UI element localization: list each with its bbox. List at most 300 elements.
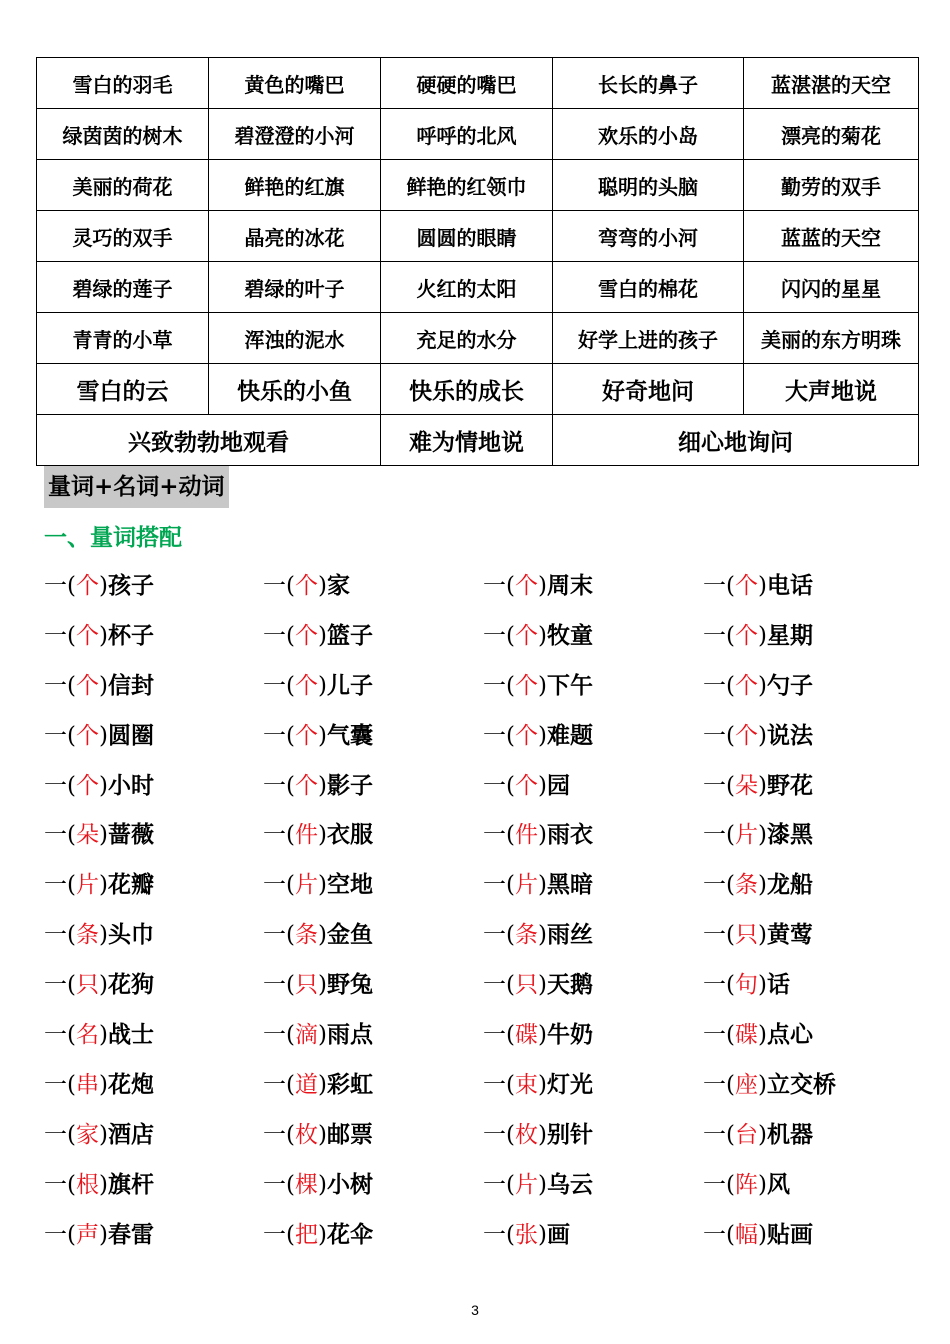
phrase-cell: 晶亮的冰花 — [209, 211, 381, 262]
measure-word: 件 — [514, 822, 538, 849]
measure-word-item — [483, 815, 703, 865]
measure-word-item — [703, 716, 924, 766]
phrase-cell: 快乐的小鱼 — [209, 364, 381, 415]
measure-noun: 牧童 — [546, 621, 593, 649]
close-paren: ) — [98, 622, 108, 649]
measure-word-item — [483, 915, 703, 965]
measure-word-item — [263, 965, 483, 1015]
measure-word: 枚 — [514, 1121, 538, 1148]
measure-noun: 旗杆 — [107, 1170, 154, 1198]
measure-noun: 说法 — [766, 721, 813, 749]
open-paren: ( — [726, 622, 735, 649]
phrase-row — [37, 364, 919, 415]
measure-prefix: 一 — [703, 872, 726, 899]
measure-word-item — [263, 766, 483, 816]
measure-word: 个 — [734, 573, 758, 599]
measure-noun: 贴画 — [766, 1220, 813, 1248]
close-paren: ) — [757, 772, 767, 799]
close-paren: ) — [317, 1171, 327, 1198]
measure-word: 个 — [294, 672, 318, 699]
measure-noun: 黑暗 — [546, 871, 593, 899]
open-paren: ( — [726, 573, 735, 599]
measure-word: 片 — [75, 872, 99, 899]
measure-word-item — [263, 1015, 483, 1065]
measure-prefix: 一 — [483, 1121, 506, 1148]
open-paren: ( — [286, 822, 295, 849]
close-paren: ) — [537, 872, 547, 899]
measure-word-item — [483, 716, 703, 766]
measure-noun: 勺子 — [766, 671, 813, 699]
open-paren: ( — [67, 722, 76, 749]
open-paren: ( — [726, 1022, 735, 1049]
measure-word: 条 — [75, 922, 99, 949]
measure-noun: 花瓣 — [107, 871, 154, 899]
phrase-cell: 难为情地说 — [381, 415, 553, 466]
phrase-cell: 蓝蓝的天空 — [744, 211, 919, 262]
measure-prefix: 一 — [44, 1071, 67, 1098]
measure-noun: 邮票 — [326, 1120, 373, 1148]
phrase-cell: 硬硬的嘴巴 — [381, 58, 553, 109]
measure-noun: 牛奶 — [546, 1021, 593, 1049]
open-paren: ( — [506, 772, 515, 799]
measure-noun: 星期 — [766, 621, 813, 649]
close-paren: ) — [757, 822, 767, 849]
measure-word: 朵 — [75, 822, 99, 849]
measure-word: 张 — [514, 1221, 538, 1248]
measure-prefix: 一 — [703, 672, 726, 699]
measure-word-item — [263, 815, 483, 865]
measure-noun: 立交桥 — [766, 1070, 836, 1098]
close-paren: ) — [98, 972, 108, 999]
measure-prefix: 一 — [483, 872, 506, 899]
close-paren: ) — [317, 872, 327, 899]
close-paren: ) — [98, 922, 108, 949]
phrase-table — [36, 57, 919, 466]
close-paren: ) — [98, 1071, 108, 1098]
measure-prefix: 一 — [483, 822, 506, 849]
close-paren: ) — [757, 1022, 767, 1049]
measure-noun: 信封 — [107, 671, 154, 699]
open-paren: ( — [286, 722, 295, 749]
open-paren: ( — [286, 1221, 295, 1248]
measure-word: 朵 — [734, 772, 758, 799]
open-paren: ( — [286, 1121, 295, 1148]
measure-word: 条 — [514, 922, 538, 949]
open-paren: ( — [286, 772, 295, 799]
measure-prefix: 一 — [703, 1171, 726, 1198]
measure-prefix: 一 — [263, 772, 286, 799]
measure-noun: 战士 — [107, 1021, 154, 1049]
open-paren: ( — [506, 622, 515, 649]
open-paren: ( — [286, 622, 295, 649]
close-paren: ) — [757, 722, 767, 749]
measure-word: 个 — [294, 722, 318, 749]
phrase-cell: 青青的小草 — [37, 313, 209, 364]
measure-prefix: 一 — [483, 573, 506, 599]
open-paren: ( — [67, 772, 76, 799]
measure-word: 道 — [294, 1071, 318, 1098]
measure-prefix: 一 — [483, 672, 506, 699]
measure-noun: 衣服 — [326, 821, 373, 849]
measure-noun: 彩虹 — [326, 1070, 373, 1098]
measure-noun: 酒店 — [107, 1120, 154, 1148]
measure-prefix: 一 — [263, 722, 286, 749]
measure-word: 片 — [514, 1171, 538, 1198]
close-paren: ) — [98, 1022, 108, 1049]
open-paren: ( — [726, 772, 735, 799]
close-paren: ) — [317, 972, 327, 999]
measure-word: 只 — [75, 972, 99, 999]
measure-noun: 野兔 — [326, 971, 373, 999]
measure-word: 束 — [514, 1071, 538, 1098]
close-paren: ) — [537, 722, 547, 749]
measure-prefix: 一 — [483, 1221, 506, 1248]
phrase-row — [37, 109, 919, 160]
measure-word-item — [703, 766, 924, 816]
measure-word: 个 — [75, 573, 99, 599]
open-paren: ( — [286, 1022, 295, 1049]
open-paren: ( — [67, 1022, 76, 1049]
measure-prefix: 一 — [44, 772, 67, 799]
measure-word-item — [263, 666, 483, 716]
close-paren: ) — [537, 622, 547, 649]
measure-word-item — [703, 1215, 924, 1265]
phrase-cell: 聪明的头脑 — [553, 160, 744, 211]
measure-noun: 话 — [766, 971, 790, 999]
close-paren: ) — [537, 922, 547, 949]
measure-word-item — [44, 616, 263, 666]
measure-prefix: 一 — [263, 872, 286, 899]
measure-prefix: 一 — [483, 922, 506, 949]
measure-noun: 难题 — [546, 721, 593, 749]
measure-prefix: 一 — [703, 722, 726, 749]
measure-noun: 篮子 — [326, 621, 373, 649]
close-paren: ) — [537, 1121, 547, 1148]
measure-prefix: 一 — [263, 1221, 286, 1248]
close-paren: ) — [98, 1121, 108, 1148]
open-paren: ( — [506, 1171, 515, 1198]
measure-word-list — [44, 566, 924, 1264]
measure-prefix: 一 — [263, 1071, 286, 1098]
measure-word: 个 — [75, 722, 99, 749]
measure-word: 家 — [75, 1121, 99, 1148]
measure-word-item — [44, 566, 263, 616]
measure-prefix: 一 — [44, 672, 67, 699]
measure-noun: 圆圈 — [107, 721, 154, 749]
open-paren: ( — [726, 972, 735, 999]
measure-word: 个 — [514, 772, 538, 799]
measure-word-item — [483, 666, 703, 716]
close-paren: ) — [757, 573, 767, 599]
measure-word-item — [703, 666, 924, 716]
measure-word: 根 — [75, 1171, 99, 1198]
measure-word-item — [703, 1165, 924, 1215]
phrase-cell: 漂亮的菊花 — [744, 109, 919, 160]
measure-noun: 家 — [326, 572, 350, 599]
open-paren: ( — [506, 822, 515, 849]
open-paren: ( — [726, 1171, 735, 1198]
open-paren: ( — [67, 972, 76, 999]
phrase-cell: 勤劳的双手 — [744, 160, 919, 211]
close-paren: ) — [98, 722, 108, 749]
phrase-cell: 美丽的荷花 — [37, 160, 209, 211]
close-paren: ) — [98, 573, 108, 599]
measure-word-item — [44, 815, 263, 865]
measure-noun: 雨点 — [326, 1021, 373, 1049]
open-paren: ( — [726, 922, 735, 949]
open-paren: ( — [506, 1071, 515, 1098]
measure-word-item — [44, 666, 263, 716]
phrase-cell: 鲜艳的红旗 — [209, 160, 381, 211]
measure-prefix: 一 — [703, 772, 726, 799]
measure-word-item — [703, 915, 924, 965]
measure-noun: 龙船 — [766, 871, 813, 899]
open-paren: ( — [506, 1121, 515, 1148]
open-paren: ( — [726, 872, 735, 899]
phrase-row — [37, 160, 919, 211]
measure-prefix: 一 — [483, 722, 506, 749]
measure-prefix: 一 — [703, 972, 726, 999]
open-paren: ( — [67, 622, 76, 649]
phrase-cell: 火红的太阳 — [381, 262, 553, 313]
measure-word-item — [44, 1165, 263, 1215]
open-paren: ( — [506, 972, 515, 999]
measure-word-item — [483, 1215, 703, 1265]
phrase-cell: 细心地询问 — [553, 415, 919, 466]
measure-prefix: 一 — [483, 1171, 506, 1198]
close-paren: ) — [537, 822, 547, 849]
open-paren: ( — [67, 922, 76, 949]
measure-word: 声 — [75, 1221, 99, 1248]
open-paren: ( — [286, 672, 295, 699]
measure-prefix: 一 — [44, 1171, 67, 1198]
measure-noun: 雨衣 — [546, 821, 593, 849]
measure-word-item — [703, 965, 924, 1015]
measure-word: 个 — [75, 622, 99, 649]
close-paren: ) — [537, 1022, 547, 1049]
measure-word: 片 — [734, 822, 758, 849]
open-paren: ( — [67, 1071, 76, 1098]
open-paren: ( — [67, 1171, 76, 1198]
measure-noun: 雨丝 — [546, 921, 593, 949]
measure-noun: 孩子 — [107, 572, 154, 599]
phrase-cell: 弯弯的小河 — [553, 211, 744, 262]
measure-word-item — [44, 865, 263, 915]
measure-noun: 画 — [546, 1220, 570, 1248]
measure-word-item — [703, 815, 924, 865]
measure-word: 个 — [734, 672, 758, 699]
phrase-row — [37, 415, 919, 466]
measure-word-item — [44, 915, 263, 965]
measure-noun: 头巾 — [107, 921, 154, 949]
measure-word-item — [263, 1115, 483, 1165]
open-paren: ( — [286, 573, 295, 599]
measure-word: 枚 — [294, 1121, 318, 1148]
open-paren: ( — [726, 822, 735, 849]
measure-noun: 影子 — [326, 771, 373, 799]
measure-noun: 周末 — [546, 572, 593, 599]
measure-word: 个 — [75, 672, 99, 699]
measure-word: 片 — [514, 872, 538, 899]
open-paren: ( — [286, 922, 295, 949]
measure-noun: 金鱼 — [326, 921, 373, 949]
phrase-row — [37, 58, 919, 109]
measure-word-item — [703, 616, 924, 666]
measure-word-item — [483, 1165, 703, 1215]
measure-word: 个 — [514, 722, 538, 749]
measure-prefix: 一 — [44, 822, 67, 849]
open-paren: ( — [726, 722, 735, 749]
open-paren: ( — [726, 672, 735, 699]
measure-noun: 蔷薇 — [107, 821, 154, 849]
phrase-cell: 雪白的棉花 — [553, 262, 744, 313]
phrase-cell: 兴致勃勃地观看 — [37, 415, 381, 466]
measure-word: 个 — [294, 622, 318, 649]
phrase-cell: 碧澄澄的小河 — [209, 109, 381, 160]
phrase-cell: 美丽的东方明珠 — [744, 313, 919, 364]
close-paren: ) — [757, 1071, 767, 1098]
measure-word-item — [263, 1215, 483, 1265]
measure-noun: 点心 — [766, 1021, 813, 1049]
measure-prefix: 一 — [44, 1221, 67, 1248]
measure-word: 片 — [294, 872, 318, 899]
phrase-cell: 碧绿的叶子 — [209, 262, 381, 313]
measure-word: 幅 — [734, 1221, 758, 1248]
measure-word: 滴 — [294, 1022, 318, 1049]
close-paren: ) — [317, 922, 327, 949]
measure-word: 个 — [514, 573, 538, 599]
phrase-row — [37, 313, 919, 364]
measure-prefix: 一 — [44, 872, 67, 899]
measure-word: 条 — [734, 872, 758, 899]
close-paren: ) — [98, 1171, 108, 1198]
measure-word: 座 — [734, 1071, 758, 1098]
measure-word: 把 — [294, 1221, 318, 1248]
measure-noun: 春雷 — [107, 1220, 154, 1248]
phrase-cell: 黄色的嘴巴 — [209, 58, 381, 109]
phrase-cell: 快乐的成长 — [381, 364, 553, 415]
measure-noun: 机器 — [766, 1120, 813, 1148]
close-paren: ) — [317, 722, 327, 749]
close-paren: ) — [98, 822, 108, 849]
measure-noun: 空地 — [326, 871, 373, 899]
close-paren: ) — [757, 972, 767, 999]
measure-word: 句 — [734, 972, 758, 999]
measure-prefix: 一 — [44, 1022, 67, 1049]
open-paren: ( — [506, 722, 515, 749]
close-paren: ) — [757, 622, 767, 649]
close-paren: ) — [537, 772, 547, 799]
close-paren: ) — [317, 1221, 327, 1248]
open-paren: ( — [506, 672, 515, 699]
measure-word-item — [44, 1115, 263, 1165]
measure-prefix: 一 — [263, 822, 286, 849]
measure-prefix: 一 — [703, 573, 726, 599]
section-title: 一、量词搭配 — [44, 524, 182, 551]
measure-word-item — [703, 1015, 924, 1065]
phrase-cell: 绿茵茵的树木 — [37, 109, 209, 160]
phrase-cell: 灵巧的双手 — [37, 211, 209, 262]
measure-noun: 灯光 — [546, 1070, 593, 1098]
measure-word: 个 — [734, 622, 758, 649]
phrase-cell: 充足的水分 — [381, 313, 553, 364]
close-paren: ) — [317, 672, 327, 699]
measure-word-item — [703, 1115, 924, 1165]
measure-noun: 风 — [766, 1170, 790, 1198]
measure-noun: 别针 — [546, 1120, 593, 1148]
close-paren: ) — [757, 1171, 767, 1198]
open-paren: ( — [67, 822, 76, 849]
measure-word-item — [44, 965, 263, 1015]
measure-prefix: 一 — [44, 622, 67, 649]
measure-word: 个 — [514, 622, 538, 649]
measure-prefix: 一 — [483, 1022, 506, 1049]
measure-noun: 漆黑 — [766, 821, 813, 849]
close-paren: ) — [537, 1171, 547, 1198]
measure-word: 名 — [75, 1022, 99, 1049]
measure-noun: 花伞 — [326, 1220, 373, 1248]
measure-prefix: 一 — [263, 622, 286, 649]
measure-word-item — [263, 1165, 483, 1215]
measure-noun: 杯子 — [107, 621, 154, 649]
measure-word: 个 — [514, 672, 538, 699]
measure-prefix: 一 — [263, 922, 286, 949]
close-paren: ) — [757, 872, 767, 899]
close-paren: ) — [317, 573, 327, 599]
page-number: 3 — [471, 1302, 479, 1318]
measure-noun: 天鹅 — [546, 971, 593, 999]
open-paren: ( — [726, 1221, 735, 1248]
open-paren: ( — [286, 1171, 295, 1198]
measure-prefix: 一 — [263, 672, 286, 699]
category-heading: 量词+名词+动词 — [44, 466, 229, 508]
phrase-row — [37, 211, 919, 262]
phrase-cell: 蓝湛湛的天空 — [744, 58, 919, 109]
phrase-cell: 雪白的云 — [37, 364, 209, 415]
close-paren: ) — [537, 972, 547, 999]
open-paren: ( — [67, 672, 76, 699]
measure-prefix: 一 — [703, 1071, 726, 1098]
close-paren: ) — [757, 1121, 767, 1148]
measure-word-item — [263, 616, 483, 666]
measure-word-item — [483, 865, 703, 915]
measure-prefix: 一 — [44, 722, 67, 749]
measure-prefix: 一 — [703, 1121, 726, 1148]
measure-noun: 园 — [546, 771, 570, 799]
measure-word-item — [703, 865, 924, 915]
measure-prefix: 一 — [483, 622, 506, 649]
measure-word: 件 — [294, 822, 318, 849]
close-paren: ) — [537, 573, 547, 599]
measure-word-item — [44, 766, 263, 816]
measure-word: 棵 — [294, 1171, 318, 1198]
measure-word: 个 — [734, 722, 758, 749]
measure-word-item — [703, 1065, 924, 1115]
open-paren: ( — [286, 1071, 295, 1098]
measure-word-item — [44, 1015, 263, 1065]
measure-prefix: 一 — [44, 1121, 67, 1148]
open-paren: ( — [67, 1221, 76, 1248]
measure-prefix: 一 — [263, 1121, 286, 1148]
close-paren: ) — [317, 1022, 327, 1049]
measure-word-item — [263, 566, 483, 616]
measure-prefix: 一 — [44, 972, 67, 999]
measure-word: 碟 — [734, 1022, 758, 1049]
phrase-cell: 雪白的羽毛 — [37, 58, 209, 109]
open-paren: ( — [67, 872, 76, 899]
phrase-cell: 呼呼的北风 — [381, 109, 553, 160]
close-paren: ) — [98, 1221, 108, 1248]
